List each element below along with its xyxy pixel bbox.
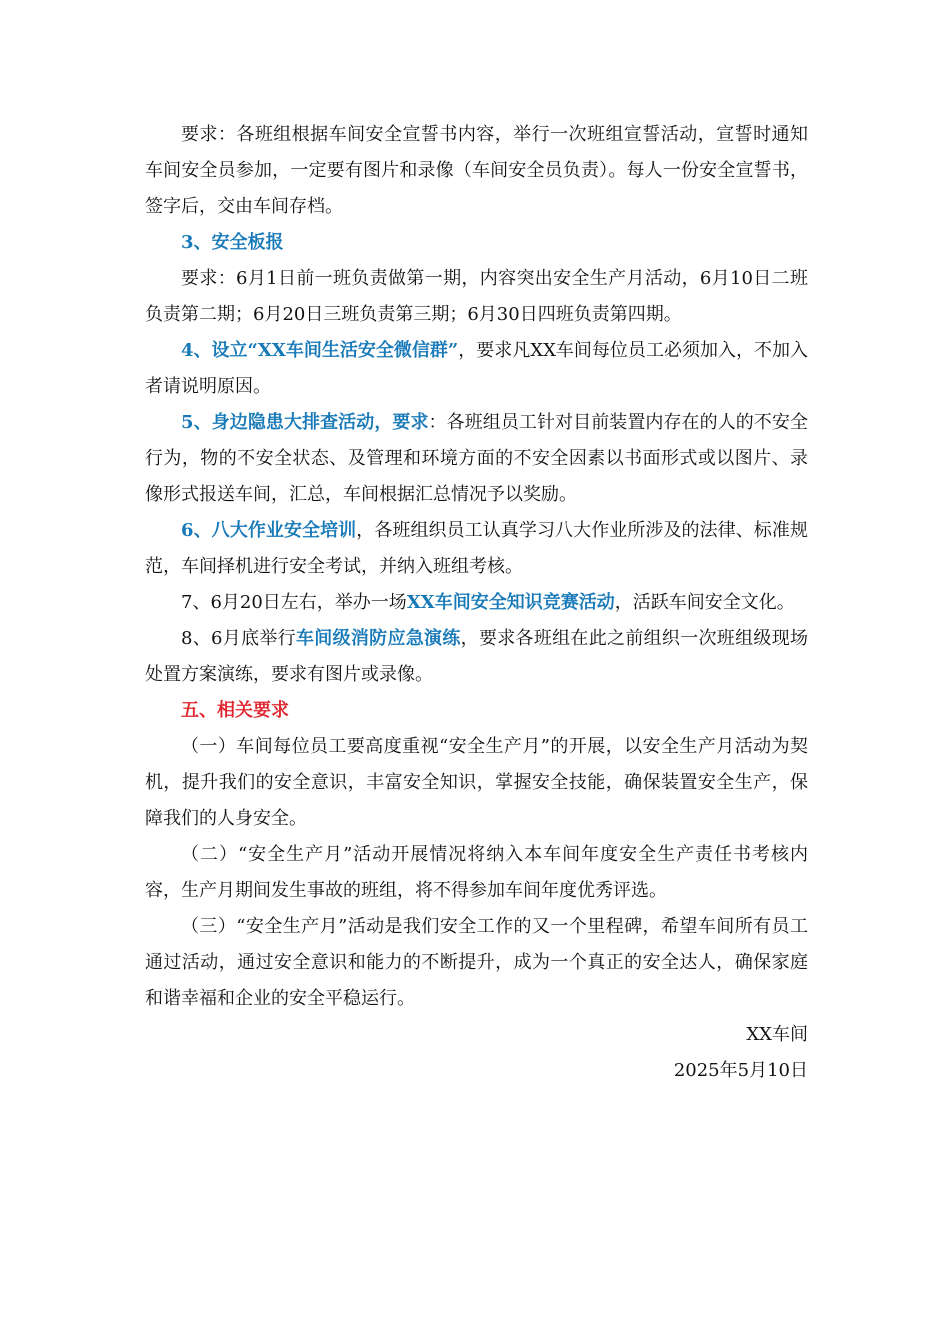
item-8 bbox=[145, 621, 808, 693]
item-7-highlight: XX车间安全知识竞赛活动 bbox=[406, 592, 615, 613]
item-4-text: ，要求凡XX车间每位员工必须加入，不加入者请说明原因。 bbox=[145, 340, 808, 397]
item-6 bbox=[145, 513, 808, 585]
item-7-suffix: ，活跃车间安全文化。 bbox=[614, 592, 795, 613]
item-4 bbox=[145, 333, 808, 405]
item-6-title: 6、八大作业安全培训 bbox=[181, 520, 357, 541]
item-3-heading bbox=[145, 225, 808, 261]
item-5-title: 5、身边隐患大排查活动，要求 bbox=[181, 412, 429, 433]
item-3-title: 3、安全板报 bbox=[181, 232, 284, 253]
requirement-3: （三）“安全生产月”活动是我们安全工作的又一个里程碑，希望车间所有员工通过活动，通过安全意识和能力的不断提升，成为一个真正的安全达人，确保家庭和谐幸福和企业的安全平稳运行。 bbox=[145, 916, 808, 1009]
section-5-title: 五、相关要求 bbox=[181, 700, 289, 721]
requirement-1: （一）车间每位员工要高度重视“安全生产月”的开展，以安全生产月活动为契机，提升我们的安全意识，丰富安全知识，掌握安全技能，确保装置安全生产，保障我们的人身安全。 bbox=[145, 736, 808, 829]
item-8-suffix: ，要求各班组在此之前组织一次班组级现场处置方案演练，要求有图片或录像。 bbox=[145, 628, 808, 685]
paragraph-oath-requirement: 要求：各班组根据车间安全宣誓书内容，举行一次班组宣誓活动，宣誓时通知车间安全员参加，一定要有图片和录像（车间安全员负责）。每人一份安全宣誓书，签字后，交由车间存档。 bbox=[145, 124, 808, 217]
item-5 bbox=[145, 405, 808, 513]
signature: XX车间 bbox=[746, 1024, 808, 1045]
item-7-prefix: 7、6月20日左右，举办一场 bbox=[181, 592, 407, 613]
date: 2025年5月10日 bbox=[673, 1060, 808, 1081]
item-5-text: ：各班组员工针对目前装置内存在的人的不安全行为，物的不安全状态、及管理和环境方面的不安全因素以书面形式或以图片、录像形式报送车间，汇总，车间根据汇总情况予以奖励。 bbox=[145, 412, 808, 505]
section-5-heading bbox=[145, 693, 808, 729]
requirement-2: （二）“安全生产月”活动开展情况将纳入本车间年度安全生产责任书考核内容，生产月期间发生事故的班组，将不得参加车间年度优秀评选。 bbox=[145, 844, 808, 901]
item-8-prefix: 8、6月底举行 bbox=[181, 628, 296, 649]
item-8-highlight: 车间级消防应急演练 bbox=[295, 628, 461, 649]
item-7 bbox=[145, 585, 808, 621]
item-6-text: ，各班组织员工认真学习八大作业所涉及的法律、标准规范，车间择机进行安全考试，并纳入班组考核。 bbox=[145, 520, 808, 577]
item-3-body: 要求：6月1日前一班负责做第一期，内容突出安全生产月活动，6月10日二班负责第二期；6月20日三班负责第三期；6月30日四班负责第四期。 bbox=[145, 268, 808, 325]
item-4-title: 4、设立“XX车间生活安全微信群” bbox=[181, 340, 459, 361]
document-body bbox=[145, 117, 808, 1089]
